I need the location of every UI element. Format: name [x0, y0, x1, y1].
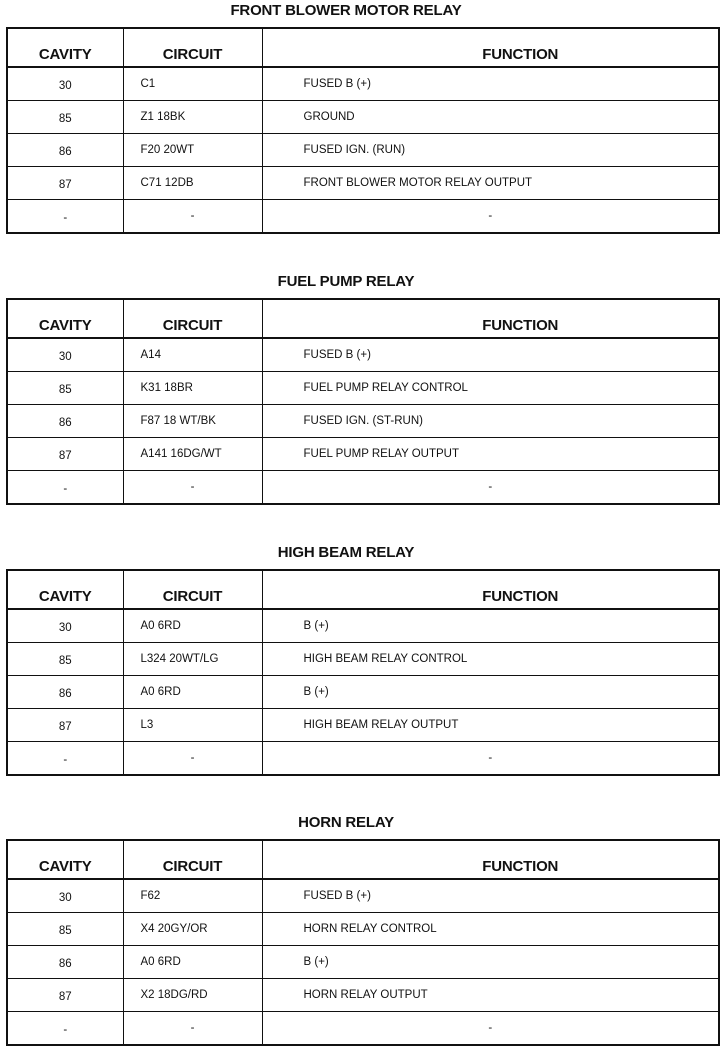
- function-cell: FUSED B (+): [262, 879, 719, 913]
- table-row: [7, 200, 719, 234]
- circuit-cell: F20 20WT: [123, 134, 262, 167]
- section-title: HIGH BEAM RELAY: [277, 544, 415, 561]
- cavity-header: CAVITY: [7, 570, 123, 609]
- cavity-cell: 86: [7, 405, 123, 438]
- circuit-cell: -: [123, 471, 262, 505]
- cavity-header: CAVITY: [7, 28, 123, 67]
- circuit-cell: A0 6RD: [123, 609, 262, 643]
- cavity-header: CAVITY: [7, 840, 123, 879]
- circuit-cell: A141 16DG/WT: [123, 438, 262, 471]
- cavity-cell: 85: [7, 372, 123, 405]
- cavity-cell: -: [7, 1012, 123, 1046]
- circuit-header: CIRCUIT: [123, 570, 262, 609]
- table-row: [7, 609, 719, 643]
- cavity-cell: 87: [7, 709, 123, 742]
- circuit-cell: F87 18 WT/BK: [123, 405, 262, 438]
- table-row: [7, 879, 719, 913]
- circuit-cell: -: [123, 200, 262, 234]
- circuit-cell: Z1 18BK: [123, 101, 262, 134]
- function-cell: FUSED IGN. (RUN): [262, 134, 719, 167]
- circuit-header: CIRCUIT: [123, 28, 262, 67]
- function-cell: HORN RELAY OUTPUT: [262, 979, 719, 1012]
- table-row: [7, 471, 719, 505]
- circuit-header: CIRCUIT: [123, 840, 262, 879]
- function-cell: FRONT BLOWER MOTOR RELAY OUTPUT: [262, 167, 719, 200]
- cavity-cell: -: [7, 200, 123, 234]
- circuit-cell: A0 6RD: [123, 946, 262, 979]
- function-cell: -: [262, 1012, 719, 1046]
- table-row: [7, 709, 719, 742]
- function-cell: HIGH BEAM RELAY CONTROL: [262, 643, 719, 676]
- cavity-cell: -: [7, 742, 123, 776]
- cavity-cell: 30: [7, 67, 123, 101]
- cavity-cell: 85: [7, 643, 123, 676]
- circuit-cell: A14: [123, 338, 262, 372]
- table-header-row: [7, 28, 719, 67]
- function-cell: -: [262, 200, 719, 234]
- circuit-cell: L324 20WT/LG: [123, 643, 262, 676]
- cavity-cell: 30: [7, 879, 123, 913]
- circuit-header: CIRCUIT: [123, 299, 262, 338]
- cavity-cell: -: [7, 471, 123, 505]
- table-row: [7, 913, 719, 946]
- table-row: [7, 67, 719, 101]
- function-cell: FUEL PUMP RELAY CONTROL: [262, 372, 719, 405]
- function-cell: FUSED IGN. (ST-RUN): [262, 405, 719, 438]
- relay-table: [6, 27, 720, 234]
- table-row: [7, 979, 719, 1012]
- relay-table: [6, 298, 720, 505]
- table-row: [7, 742, 719, 776]
- circuit-cell: C1: [123, 67, 262, 101]
- cavity-cell: 86: [7, 676, 123, 709]
- circuit-cell: F62: [123, 879, 262, 913]
- table-row: [7, 338, 719, 372]
- cavity-cell: 30: [7, 338, 123, 372]
- table-header-row: [7, 570, 719, 609]
- table-header-row: [7, 840, 719, 879]
- table-row: [7, 643, 719, 676]
- circuit-cell: K31 18BR: [123, 372, 262, 405]
- cavity-cell: 86: [7, 134, 123, 167]
- cavity-cell: 87: [7, 979, 123, 1012]
- function-cell: HIGH BEAM RELAY OUTPUT: [262, 709, 719, 742]
- function-cell: B (+): [262, 946, 719, 979]
- section-title: FRONT BLOWER MOTOR RELAY: [230, 2, 462, 19]
- table-row: [7, 134, 719, 167]
- table-row: [7, 101, 719, 134]
- table-header-row: [7, 299, 719, 338]
- function-cell: -: [262, 742, 719, 776]
- relay-table: [6, 569, 720, 776]
- cavity-cell: 86: [7, 946, 123, 979]
- table-row: [7, 372, 719, 405]
- table-row: [7, 167, 719, 200]
- cavity-cell: 85: [7, 913, 123, 946]
- section-title: FUEL PUMP RELAY: [277, 273, 415, 290]
- cavity-cell: 85: [7, 101, 123, 134]
- cavity-header: CAVITY: [7, 299, 123, 338]
- circuit-cell: A0 6RD: [123, 676, 262, 709]
- cavity-cell: 30: [7, 609, 123, 643]
- function-header: FUNCTION: [262, 570, 719, 609]
- function-cell: -: [262, 471, 719, 505]
- circuit-cell: X4 20GY/OR: [123, 913, 262, 946]
- function-cell: GROUND: [262, 101, 719, 134]
- function-header: FUNCTION: [262, 840, 719, 879]
- table-row: [7, 438, 719, 471]
- circuit-cell: L3: [123, 709, 262, 742]
- cavity-cell: 87: [7, 438, 123, 471]
- table-row: [7, 1012, 719, 1046]
- function-header: FUNCTION: [262, 299, 719, 338]
- function-cell: HORN RELAY CONTROL: [262, 913, 719, 946]
- function-cell: FUSED B (+): [262, 338, 719, 372]
- circuit-cell: X2 18DG/RD: [123, 979, 262, 1012]
- circuit-cell: -: [123, 1012, 262, 1046]
- function-cell: FUEL PUMP RELAY OUTPUT: [262, 438, 719, 471]
- table-row: [7, 405, 719, 438]
- function-cell: FUSED B (+): [262, 67, 719, 101]
- function-header: FUNCTION: [262, 28, 719, 67]
- function-cell: B (+): [262, 609, 719, 643]
- section-title: HORN RELAY: [298, 814, 394, 831]
- table-row: [7, 946, 719, 979]
- table-row: [7, 676, 719, 709]
- circuit-cell: -: [123, 742, 262, 776]
- relay-table: [6, 839, 720, 1046]
- cavity-cell: 87: [7, 167, 123, 200]
- circuit-cell: C71 12DB: [123, 167, 262, 200]
- function-cell: B (+): [262, 676, 719, 709]
